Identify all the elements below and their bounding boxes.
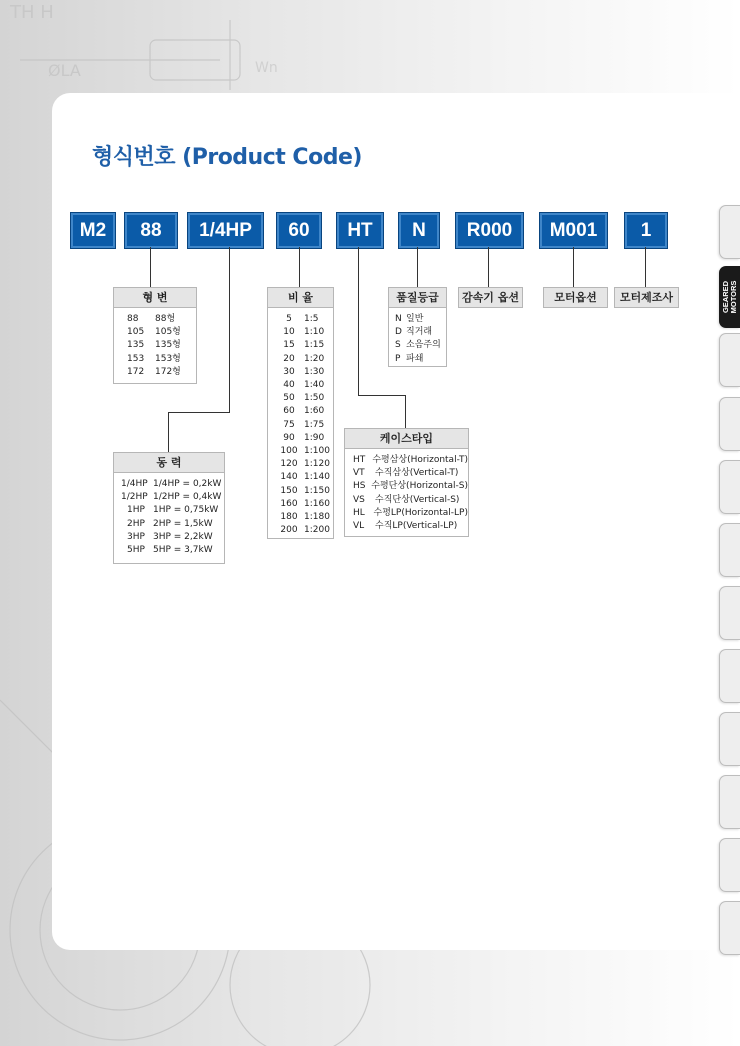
ratio-value: 20 xyxy=(283,353,295,364)
ratio-row xyxy=(278,313,333,326)
code-case: HT xyxy=(336,212,384,249)
ratio-value: 50 xyxy=(283,393,295,404)
ratio-value: 120 xyxy=(280,459,298,470)
side-tab[interactable] xyxy=(719,205,740,259)
side-tab[interactable] xyxy=(719,775,740,829)
ratio-label: 1:75 xyxy=(304,419,325,430)
ratio-row xyxy=(278,366,333,379)
ratio-value: 10 xyxy=(283,327,295,338)
frame-row: 135 135형 xyxy=(127,340,181,351)
ratio-label: 1:60 xyxy=(304,406,325,417)
ratio-row xyxy=(278,524,333,537)
ratio-label: 1:100 xyxy=(304,446,330,457)
ratio-value: 180 xyxy=(280,512,298,523)
side-tab-geared-motors[interactable] xyxy=(719,266,740,328)
ratio-value: 15 xyxy=(283,340,295,351)
side-tab[interactable] xyxy=(719,649,740,703)
ratio-label: 1:140 xyxy=(304,472,330,483)
ratio-label: 1:150 xyxy=(304,485,330,496)
side-tab[interactable] xyxy=(719,838,740,892)
reducer-option-label: 감속기 옵션 xyxy=(458,287,523,308)
ratio-value: 150 xyxy=(280,485,298,496)
grade-row: D 직거래 xyxy=(395,327,433,338)
frame-row: 153 153형 xyxy=(127,353,181,364)
motor-option-label: 모터옵션 xyxy=(543,287,608,308)
ratio-value: 160 xyxy=(280,498,298,509)
ratio-row xyxy=(278,498,333,511)
grade-table xyxy=(388,287,447,367)
ratio-label: 1:90 xyxy=(304,432,325,443)
ratio-row xyxy=(278,339,333,352)
ratio-label: 1:180 xyxy=(304,512,330,523)
power-row: 3HP 3HP = 2,2kW xyxy=(127,531,213,542)
svg-text:ØLA: ØLA xyxy=(48,61,81,80)
ratio-label: 1:40 xyxy=(304,380,325,391)
case-row: HS 수평단상(Horizontal-S) xyxy=(353,481,468,492)
code-reducer-option: R000 xyxy=(455,212,524,249)
connector-power-h xyxy=(168,412,230,413)
ratio-header: 비 율 xyxy=(268,288,333,308)
power-row: 5HP 5HP = 3,7kW xyxy=(127,545,213,556)
connector-ratio xyxy=(299,247,300,287)
grade-row: P 파쇄 xyxy=(395,353,424,364)
page-title: 형식번호 (Product Code) xyxy=(92,145,362,170)
connector-power-v2 xyxy=(168,412,169,452)
ratio-value: 90 xyxy=(283,432,295,443)
frame-row: 105 105형 xyxy=(127,327,181,338)
connector-frame xyxy=(150,247,151,287)
power-table xyxy=(113,452,225,564)
case-header: 케이스타입 xyxy=(345,429,468,449)
ratio-label: 1:120 xyxy=(304,459,330,470)
code-frame: 88 xyxy=(124,212,178,249)
code-grade: N xyxy=(398,212,440,249)
frame-row: 172 172형 xyxy=(127,366,181,377)
side-tab[interactable] xyxy=(719,523,740,577)
ratio-label: 1:5 xyxy=(304,314,319,324)
ratio-value: 200 xyxy=(280,525,298,536)
case-table xyxy=(344,428,469,537)
power-row: 2HP 2HP = 1,5kW xyxy=(127,518,213,529)
frame-row: 88 88형 xyxy=(127,314,176,324)
case-row: HT 수평삼상(Horizontal-T) xyxy=(353,455,468,465)
frame-header: 형 변 xyxy=(114,288,196,308)
ratio-row xyxy=(278,445,333,458)
ratio-row xyxy=(278,458,333,471)
power-header: 동 력 xyxy=(114,453,224,473)
svg-text:Wn: Wn xyxy=(255,60,278,76)
case-row: VS 수직단상(Vertical-S) xyxy=(353,494,460,505)
connector-motor-option xyxy=(573,247,574,287)
grade-row: N 일반 xyxy=(395,314,424,324)
connector-grade xyxy=(417,247,418,287)
code-series: M2 xyxy=(70,212,116,249)
power-row: 1/4HP 1/4HP = 0,2kW xyxy=(121,479,222,489)
ratio-row xyxy=(278,419,333,432)
ratio-label: 1:20 xyxy=(304,353,325,364)
connector-reducer-option xyxy=(488,247,489,287)
ratio-table xyxy=(267,287,334,539)
ratio-value: 140 xyxy=(280,472,298,483)
connector-motor-maker xyxy=(645,247,646,287)
ratio-value: 75 xyxy=(283,419,295,430)
code-motor-maker: 1 xyxy=(624,212,668,249)
ratio-label: 1:50 xyxy=(304,393,325,404)
ratio-row xyxy=(278,326,333,339)
ratio-row xyxy=(278,485,333,498)
code-power: 1/4HP xyxy=(187,212,264,249)
side-tab[interactable] xyxy=(719,460,740,514)
side-tabs xyxy=(718,0,740,1046)
svg-text:TH H: TH H xyxy=(10,2,54,23)
power-row: 1HP 1HP = 0,75kW xyxy=(127,505,219,516)
motor-maker-label: 모터제조사 xyxy=(614,287,679,308)
ratio-value: 100 xyxy=(280,446,298,457)
ratio-row xyxy=(278,392,333,405)
side-tab[interactable] xyxy=(719,712,740,766)
side-tab-label: GEARED MOTORS xyxy=(721,280,738,314)
code-ratio: 60 xyxy=(276,212,322,249)
ratio-row xyxy=(278,471,333,484)
ratio-label: 1:10 xyxy=(304,327,325,338)
side-tab[interactable] xyxy=(719,333,740,387)
ratio-row xyxy=(278,511,333,524)
grade-row: S 소음주의 xyxy=(395,340,441,351)
connector-case-h xyxy=(358,395,406,396)
code-motor-option: M001 xyxy=(539,212,608,249)
ratio-value: 30 xyxy=(283,366,295,377)
case-row: VL 수직LP(Vertical-LP) xyxy=(353,521,458,532)
grade-header: 품질등급 xyxy=(389,288,446,308)
ratio-label: 1:15 xyxy=(304,340,325,351)
side-tab[interactable] xyxy=(719,397,740,451)
ratio-label: 1:30 xyxy=(304,366,325,377)
ratio-label: 1:200 xyxy=(304,525,330,536)
side-tab[interactable] xyxy=(719,586,740,640)
ratio-row xyxy=(278,405,333,418)
ratio-value: 5 xyxy=(286,314,292,324)
connector-case-v2 xyxy=(405,395,406,428)
side-tab[interactable] xyxy=(719,901,740,955)
case-row: HL 수평LP(Horizontal-LP) xyxy=(353,507,468,518)
frame-table xyxy=(113,287,197,384)
ratio-value: 40 xyxy=(283,380,295,391)
case-row: VT 수직삼상(Vertical-T) xyxy=(353,468,459,479)
connector-case-v1 xyxy=(358,247,359,396)
power-row: 1/2HP 1/2HP = 0,4kW xyxy=(121,492,222,503)
ratio-label: 1:160 xyxy=(304,498,330,509)
ratio-row xyxy=(278,432,333,445)
ratio-row xyxy=(278,379,333,392)
connector-power-v1 xyxy=(229,247,230,413)
ratio-row xyxy=(278,353,333,366)
ratio-value: 60 xyxy=(283,406,295,417)
